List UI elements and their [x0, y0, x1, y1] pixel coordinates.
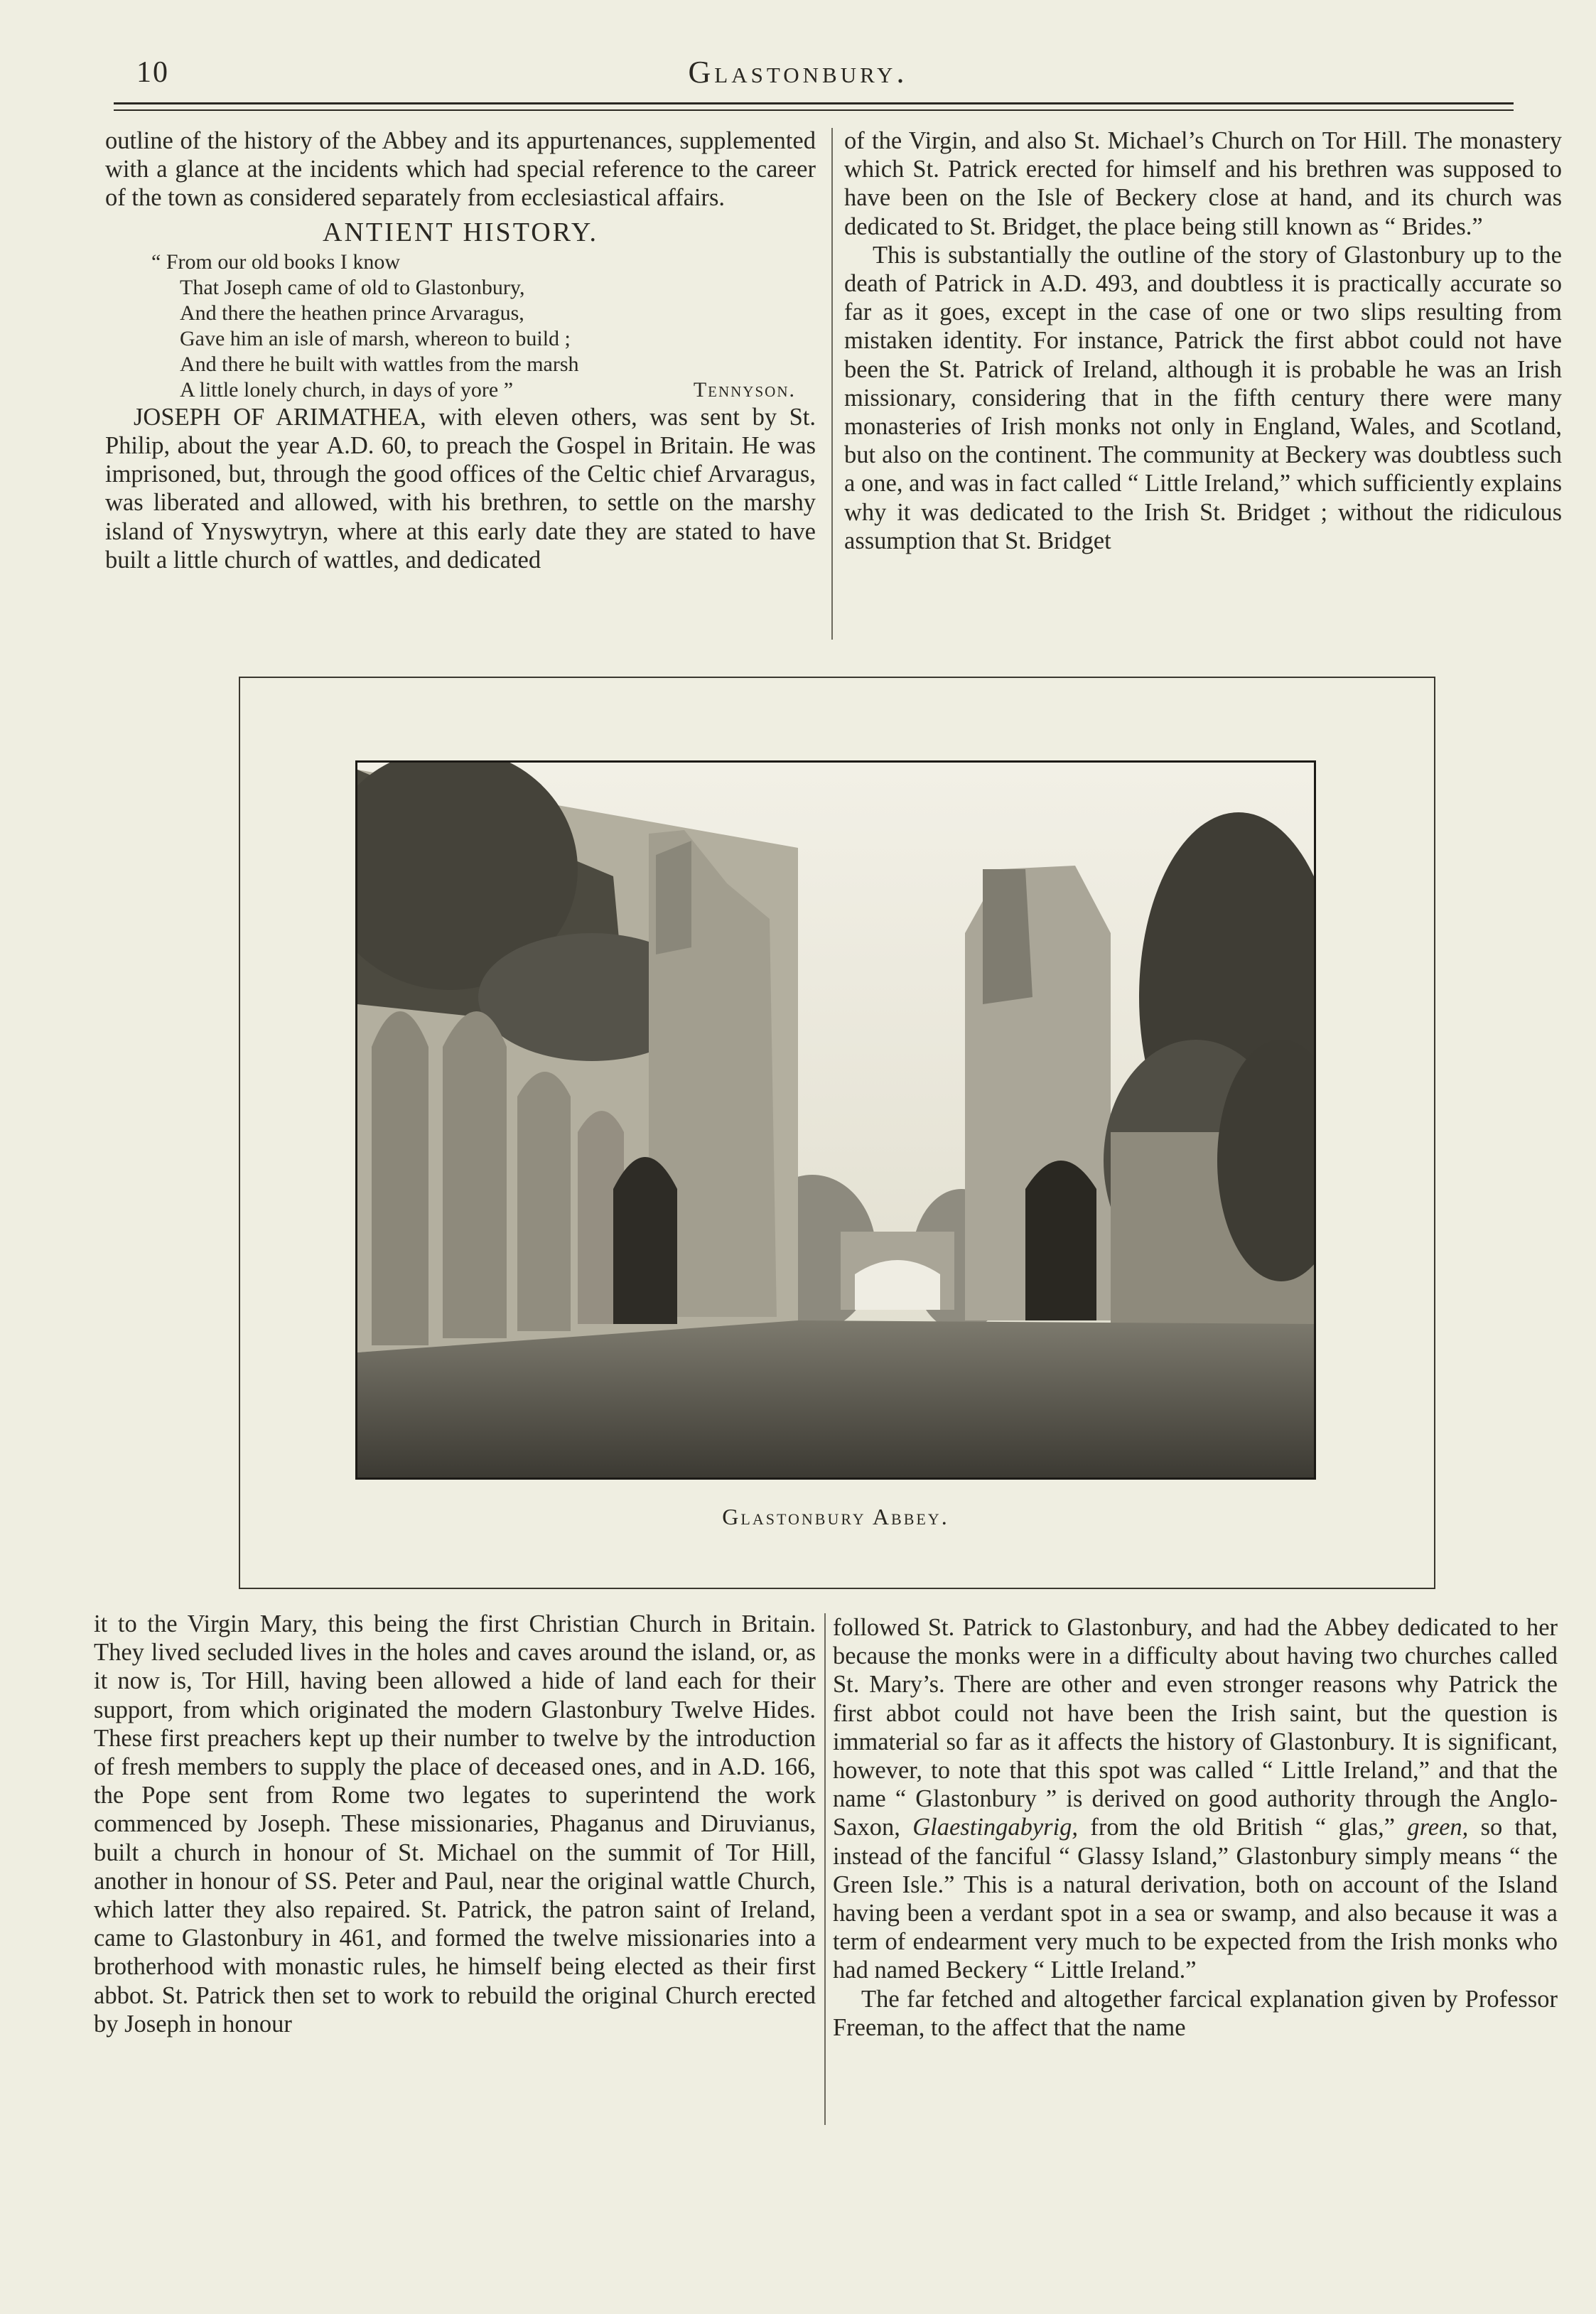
- bottom-left-column: [94, 1610, 816, 2038]
- paragraph: The far fetched and altogether farcical explanation given by Professor Freeman, to the affect that the name: [833, 1985, 1558, 2041]
- italic-term: green,: [1407, 1814, 1469, 1841]
- column-divider: [831, 128, 833, 640]
- poem-line: Gave him an isle of marsh, whereon to build ;: [180, 326, 571, 350]
- page-number: 10: [136, 56, 169, 89]
- running-header: [107, 50, 1489, 107]
- header-rule-thick: [114, 102, 1514, 104]
- era-abbrev: A.D.: [1040, 270, 1088, 298]
- intro-paragraph: outline of the history of the Abbey and its appurtenances, supplemented with a glance at the incidents which had special reference to the career of the town as considered separately from ecclesiastical affairs.: [105, 127, 816, 212]
- top-right-column: [844, 127, 1562, 555]
- poem-line: “ From our old books I know: [151, 249, 400, 274]
- poem-line: And there the heathen prince Arvaragus,: [180, 301, 524, 325]
- era-abbrev: A.D.: [326, 432, 374, 460]
- poem-line: A little lonely church, in days of yore ”: [180, 377, 514, 402]
- italic-term: Glaestingabyrig,: [912, 1814, 1079, 1841]
- paragraph: it to the Virgin Mary, this being the first Christian Church in Britain. They lived secluded lives in the holes and caves around the island, or, as it now is, Tor Hill, having been allowed a hide of land each for their support, from which originated the modern Glastonbury Twelve Hides. These first preachers kept up their number to twelve by the introduction of fresh members to supply the place of deceased ones, and in A.D. 166, the Pope sent from Rome two legates to superintend the work commenced by Joseph. These missionaries, Phaganus and Diruvianus, built a church in honour of St. Michael on the summit of Tor Hill, another in honour of SS. Peter and Paul, near the original wattle Church, which latter they also repaired. St. Patrick, the patron saint of Ireland, came to Glastonbury in 461, and formed the twelve missionaries into a brotherhood with monastic rules, he himself being elected as their first abbot. St. Patrick then set to work to rebuild the original Church erected by Joseph in honour: [94, 1610, 816, 2038]
- poem-line: And there he built with wattles from the marsh: [180, 352, 579, 376]
- poem-author: Tennyson.: [693, 377, 796, 402]
- bottom-right-column: [833, 1613, 1558, 2042]
- paragraph: followed St. Patrick to Glastonbury, and had the Abbey dedicated to her because the monks were in a difficulty about having two churches called St. Mary’s. There are other and even stronger reasons why Patrick the first abbot could not have been the Irish saint, but the question is immaterial so far as it affects the history of Glastonbury. It is significant, however, to note that this spot was called “ Little Ireland,” and that the name “ Glastonbury ” is derived on good authority through the Anglo-Saxon, Glaestingabyrig, from the old British “ glas,” green, so that, instead of the fanciful “ Glassy Island,” Glastonbury simply means “ the Green Isle.” This is a natural derivation, both on account of the Island having been a verdant spot in a sea or swamp, and also because it was a term of endearment very much to be expected from the Irish monks who had named Beckery “ Little Ireland.”: [833, 1614, 1558, 1984]
- section-heading: ANTIENT HISTORY.: [323, 217, 598, 247]
- lead-words: JOSEPH OF ARIMATHEA,: [134, 403, 426, 431]
- abbey-ruins-illustration: [357, 763, 1314, 1478]
- figure-caption: Glastonbury Abbey.: [722, 1504, 949, 1529]
- era-abbrev: A.D.: [718, 1753, 766, 1781]
- epigraph-poem: [151, 249, 816, 403]
- abbey-ruins-photograph: [355, 760, 1316, 1480]
- paragraph: This is substantially the outline of the story of Glastonbury up to the death of Patrick in A.D. 493, and doubtless it is practically accurate so far as it goes, except in the case of one or two slips resulting from mistaken identity. For instance, Patrick the first abbot could not have been the St. Patrick of Ireland, although it is probable he was an Irish missionary, considering that in the fifth century there were many monasteries of Irish monks not only in England, Wales, and Scotland, but also on the continent. The community at Beckery was doubtless such a one, and was in fact called “ Little Ireland,” which sufficiently explains why it was dedicated to the Irish St. Bridget ; without the ridiculous assumption that St. Bridget: [844, 241, 1562, 554]
- column-divider: [824, 1613, 826, 2125]
- top-left-column: [105, 127, 816, 574]
- joseph-paragraph: JOSEPH OF ARIMATHEA, with eleven others, was sent by St. Philip, about the year A.D. 60, to preach the Gospel in Britain. He was imprisoned, but, through the good offices of the Celtic chief Arvaragus, was liberated and allowed, with his brethren, to settle on the marshy island of Ynyswytryn, where at this early date they are stated to have built a little church of wattles, and dedicated: [105, 403, 816, 574]
- header-rule-thin: [114, 109, 1514, 111]
- poem-line: That Joseph came of old to Glastonbury,: [180, 275, 525, 299]
- paragraph: of the Virgin, and also St. Michael’s Church on Tor Hill. The monastery which St. Patrick erected for himself and his brethren was supposed to have been on the Isle of Beckery close at hand, and its church was dedicated to St. Bridget, the place being still known as “ Brides.”: [844, 127, 1562, 240]
- running-title: Glastonbury.: [688, 55, 908, 90]
